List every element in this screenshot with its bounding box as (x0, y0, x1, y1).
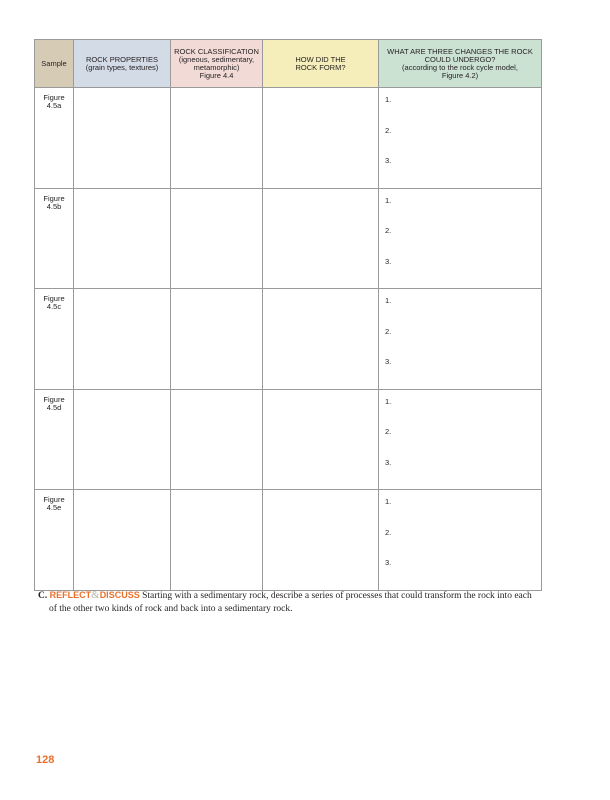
reflect-keyword: REFLECT (49, 590, 92, 600)
ampersand: & (91, 589, 100, 601)
header-line: ROCK CLASSIFICATION (174, 46, 259, 56)
changes-cell[interactable] (379, 88, 542, 189)
header-line: Figure 4.2) (441, 70, 479, 80)
table-row (35, 88, 542, 189)
header-line: ROCK FORM? (295, 62, 346, 72)
sample-label: Figure (43, 495, 65, 504)
header-line: WHAT ARE THREE CHANGES THE ROCK (387, 46, 533, 56)
change-item-3: 3. (385, 357, 392, 366)
change-item-3: 3. (385, 256, 392, 266)
sample-label: Figure (43, 193, 65, 203)
rock-properties-cell[interactable] (74, 289, 171, 390)
header-three-changes (379, 40, 542, 88)
header-how-did-rock-form (263, 40, 379, 88)
change-item-2: 2. (385, 527, 392, 537)
changes-cell[interactable] (379, 289, 542, 390)
change-item-3: 3. (385, 156, 392, 165)
rock-classification-cell[interactable] (171, 289, 263, 390)
header-sample (35, 40, 74, 88)
header-row (35, 40, 542, 88)
sample-figure-number: 4.5c (46, 302, 62, 311)
change-item-3: 3. (385, 457, 392, 467)
change-item-3: 3. (385, 558, 392, 567)
page-number: 128 (36, 754, 55, 766)
sample-cell (35, 389, 74, 490)
header-line: ROCK PROPERTIES (86, 54, 158, 64)
header-line: (grain types, textures) (85, 62, 159, 72)
rock-formation-cell[interactable] (263, 188, 379, 289)
rock-classification-cell[interactable] (171, 188, 263, 289)
sample-figure-number: 4.5d (46, 402, 62, 412)
table-row (35, 188, 542, 289)
rock-classification-cell[interactable] (171, 389, 263, 490)
sample-figure-number: 4.5a (46, 101, 62, 110)
rock-worksheet-table (34, 39, 542, 591)
sample-cell (35, 490, 74, 591)
header-rock-properties (74, 40, 171, 88)
sample-figure-number: 4.5b (46, 201, 62, 211)
table-row (35, 389, 542, 490)
change-item-1: 1. (385, 497, 392, 506)
discuss-keyword: DISCUSS (99, 590, 140, 600)
changes-cell[interactable] (379, 188, 542, 289)
header-line: COULD UNDERGO? (424, 54, 496, 64)
sample-label: Figure (43, 93, 65, 102)
rock-classification-cell[interactable] (171, 88, 263, 189)
prompt-text: Starting with a sedimentary rock, describe a series of processes that could transform the rock into each of the other two kinds of rock and back into a sedimentary rock. (49, 591, 532, 614)
rock-properties-cell[interactable] (74, 490, 171, 591)
change-item-2: 2. (385, 125, 392, 135)
header-line: (according to the rock cycle model, (402, 62, 518, 72)
header-line: (igneous, sedimentary, (178, 54, 255, 64)
rock-formation-cell[interactable] (263, 289, 379, 390)
change-item-1: 1. (385, 396, 392, 406)
header-rock-classification (171, 40, 263, 88)
header-line: HOW DID THE (295, 54, 346, 64)
section-letter: C. (38, 591, 48, 601)
change-item-2: 2. (385, 427, 392, 436)
change-item-1: 1. (385, 195, 392, 205)
change-item-1: 1. (385, 296, 392, 305)
rock-formation-cell[interactable] (263, 88, 379, 189)
sample-cell (35, 289, 74, 390)
rock-properties-cell[interactable] (74, 389, 171, 490)
sample-label: Figure (43, 294, 65, 303)
header-line: metamorphic) (193, 62, 240, 72)
rock-classification-cell[interactable] (171, 490, 263, 591)
sample-cell (35, 88, 74, 189)
rock-properties-cell[interactable] (74, 188, 171, 289)
change-item-2: 2. (385, 326, 392, 336)
sample-figure-number: 4.5e (46, 503, 62, 512)
rock-properties-cell[interactable] (74, 88, 171, 189)
rock-formation-cell[interactable] (263, 389, 379, 490)
sample-label: Figure (43, 394, 65, 404)
change-item-2: 2. (385, 226, 392, 235)
reflect-discuss-prompt (38, 589, 538, 615)
changes-cell[interactable] (379, 490, 542, 591)
sample-cell (35, 188, 74, 289)
change-item-1: 1. (385, 95, 392, 104)
rock-formation-cell[interactable] (263, 490, 379, 591)
header-line: Sample (41, 58, 67, 68)
table-row (35, 289, 542, 390)
header-line: Figure 4.4 (199, 70, 234, 80)
changes-cell[interactable] (379, 389, 542, 490)
table-row (35, 490, 542, 591)
